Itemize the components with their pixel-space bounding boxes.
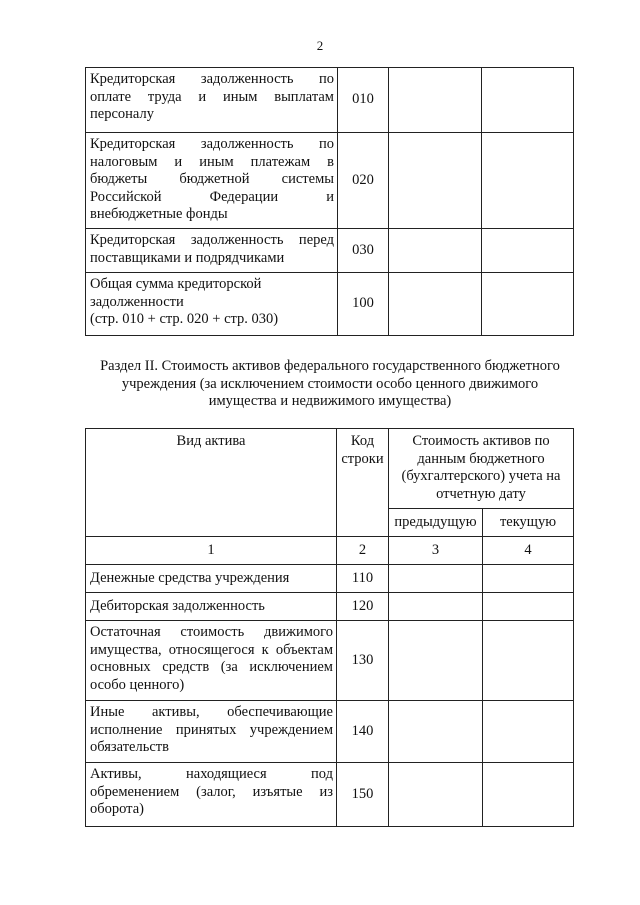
column-number: 4 xyxy=(483,537,574,565)
description-line: Кредиторская задолженность по xyxy=(90,71,334,87)
previous-value-cell[interactable] xyxy=(389,229,482,273)
table-row xyxy=(86,763,574,827)
code-header-line: Код xyxy=(350,433,375,449)
current-value-cell[interactable] xyxy=(483,565,574,593)
section-title-line: Раздел II. Стоимость активов федерального государственного бюджетного xyxy=(100,358,560,374)
section-title-line: учреждения (за исключением стоимости особо ценного движимого xyxy=(121,375,539,392)
table-row xyxy=(86,133,574,229)
description-line: обязательств xyxy=(90,739,169,755)
current-value-cell[interactable] xyxy=(483,701,574,763)
description-line: Дебиторская задолженность xyxy=(90,597,265,614)
table-row xyxy=(86,701,574,763)
description-line: Активы, находящиеся под xyxy=(90,766,333,782)
column-number: 1 xyxy=(86,537,337,565)
row-description xyxy=(86,621,337,701)
column-numbers-row xyxy=(86,537,574,565)
row-description xyxy=(86,273,338,336)
row-description xyxy=(86,68,338,133)
section-title xyxy=(80,358,580,411)
value-header-line: Стоимость активов по xyxy=(412,433,550,449)
description-line: Остаточная стоимость движимого xyxy=(90,624,333,640)
description-line: оплате труда и иным выплатам xyxy=(90,88,334,105)
row-code: 030 xyxy=(338,229,389,273)
column-number: 3 xyxy=(389,537,483,565)
description-line: (стр. 010 + стр. 020 + стр. 030) xyxy=(90,311,279,327)
description-line: оборота) xyxy=(90,801,144,817)
description-line: Общая сумма кредиторской xyxy=(90,276,262,292)
description-line: персоналу xyxy=(90,106,154,122)
row-code: 100 xyxy=(338,273,389,336)
row-code: 020 xyxy=(338,133,389,229)
description-line: основных средств (за исключением xyxy=(90,659,333,675)
asset-type-header: Вид актива xyxy=(86,429,337,537)
row-description xyxy=(86,229,338,273)
description-line: особо ценного) xyxy=(90,676,185,693)
row-description xyxy=(86,133,338,229)
row-description xyxy=(86,565,337,593)
previous-value-cell[interactable] xyxy=(389,273,482,336)
row-description xyxy=(86,763,337,827)
current-value-cell[interactable] xyxy=(482,273,574,336)
table-row xyxy=(86,593,574,621)
value-header-line: данным бюджетного xyxy=(417,450,545,467)
row-code: 110 xyxy=(337,565,389,593)
previous-value-cell[interactable] xyxy=(389,133,482,229)
value-header-line: (бухгалтерского) учета на xyxy=(401,468,561,484)
table-row xyxy=(86,621,574,701)
description-line: обременением (залог, изъятые из xyxy=(90,783,333,800)
column-number: 2 xyxy=(337,537,389,565)
page-number: 2 xyxy=(316,38,324,53)
current-value-cell[interactable] xyxy=(482,68,574,133)
description-line: Иные активы, обеспечивающие xyxy=(90,704,333,720)
previous-value-cell[interactable] xyxy=(389,621,483,701)
description-line: исполнение принятых учреждением xyxy=(90,721,333,738)
description-line: Денежные средства учреждения xyxy=(90,569,290,586)
row-code: 010 xyxy=(338,68,389,133)
value-header-line: отчетную дату xyxy=(436,485,526,502)
description-line: бюджеты бюджетной системы xyxy=(90,171,334,187)
liabilities-table xyxy=(85,67,574,336)
description-line: задолженности xyxy=(90,293,184,310)
header-row xyxy=(86,429,574,509)
current-date-header: текущую xyxy=(483,509,574,537)
row-description xyxy=(86,701,337,763)
value-header xyxy=(389,429,574,509)
previous-value-cell[interactable] xyxy=(389,763,483,827)
current-value-cell[interactable] xyxy=(483,763,574,827)
description-line: имущества, относящегося к объектам xyxy=(90,641,333,658)
previous-value-cell[interactable] xyxy=(389,565,483,593)
row-code: 130 xyxy=(337,621,389,701)
description-line: Российской Федерации и xyxy=(90,188,334,205)
table-row xyxy=(86,273,574,336)
row-code: 120 xyxy=(337,593,389,621)
current-value-cell[interactable] xyxy=(483,621,574,701)
description-line: Кредиторская задолженность по xyxy=(90,136,334,152)
table-row xyxy=(86,565,574,593)
previous-date-header: предыдущую xyxy=(389,509,483,537)
current-value-cell[interactable] xyxy=(483,593,574,621)
row-code: 140 xyxy=(337,701,389,763)
description-line: налоговым и иным платежам в xyxy=(90,153,334,170)
current-value-cell[interactable] xyxy=(482,229,574,273)
previous-value-cell[interactable] xyxy=(389,593,483,621)
current-value-cell[interactable] xyxy=(482,133,574,229)
assets-table xyxy=(85,428,574,827)
code-header-line: строки xyxy=(341,450,384,467)
code-header xyxy=(337,429,389,537)
description-line: внебюджетные фонды xyxy=(90,206,228,222)
previous-value-cell[interactable] xyxy=(389,68,482,133)
row-description xyxy=(86,593,337,621)
previous-value-cell[interactable] xyxy=(389,701,483,763)
table-row xyxy=(86,229,574,273)
description-line: поставщиками и подрядчиками xyxy=(90,249,285,266)
section-title-line: имущества и недвижимого имущества) xyxy=(208,393,452,409)
description-line: Кредиторская задолженность перед xyxy=(90,232,334,248)
table-row xyxy=(86,68,574,133)
row-code: 150 xyxy=(337,763,389,827)
